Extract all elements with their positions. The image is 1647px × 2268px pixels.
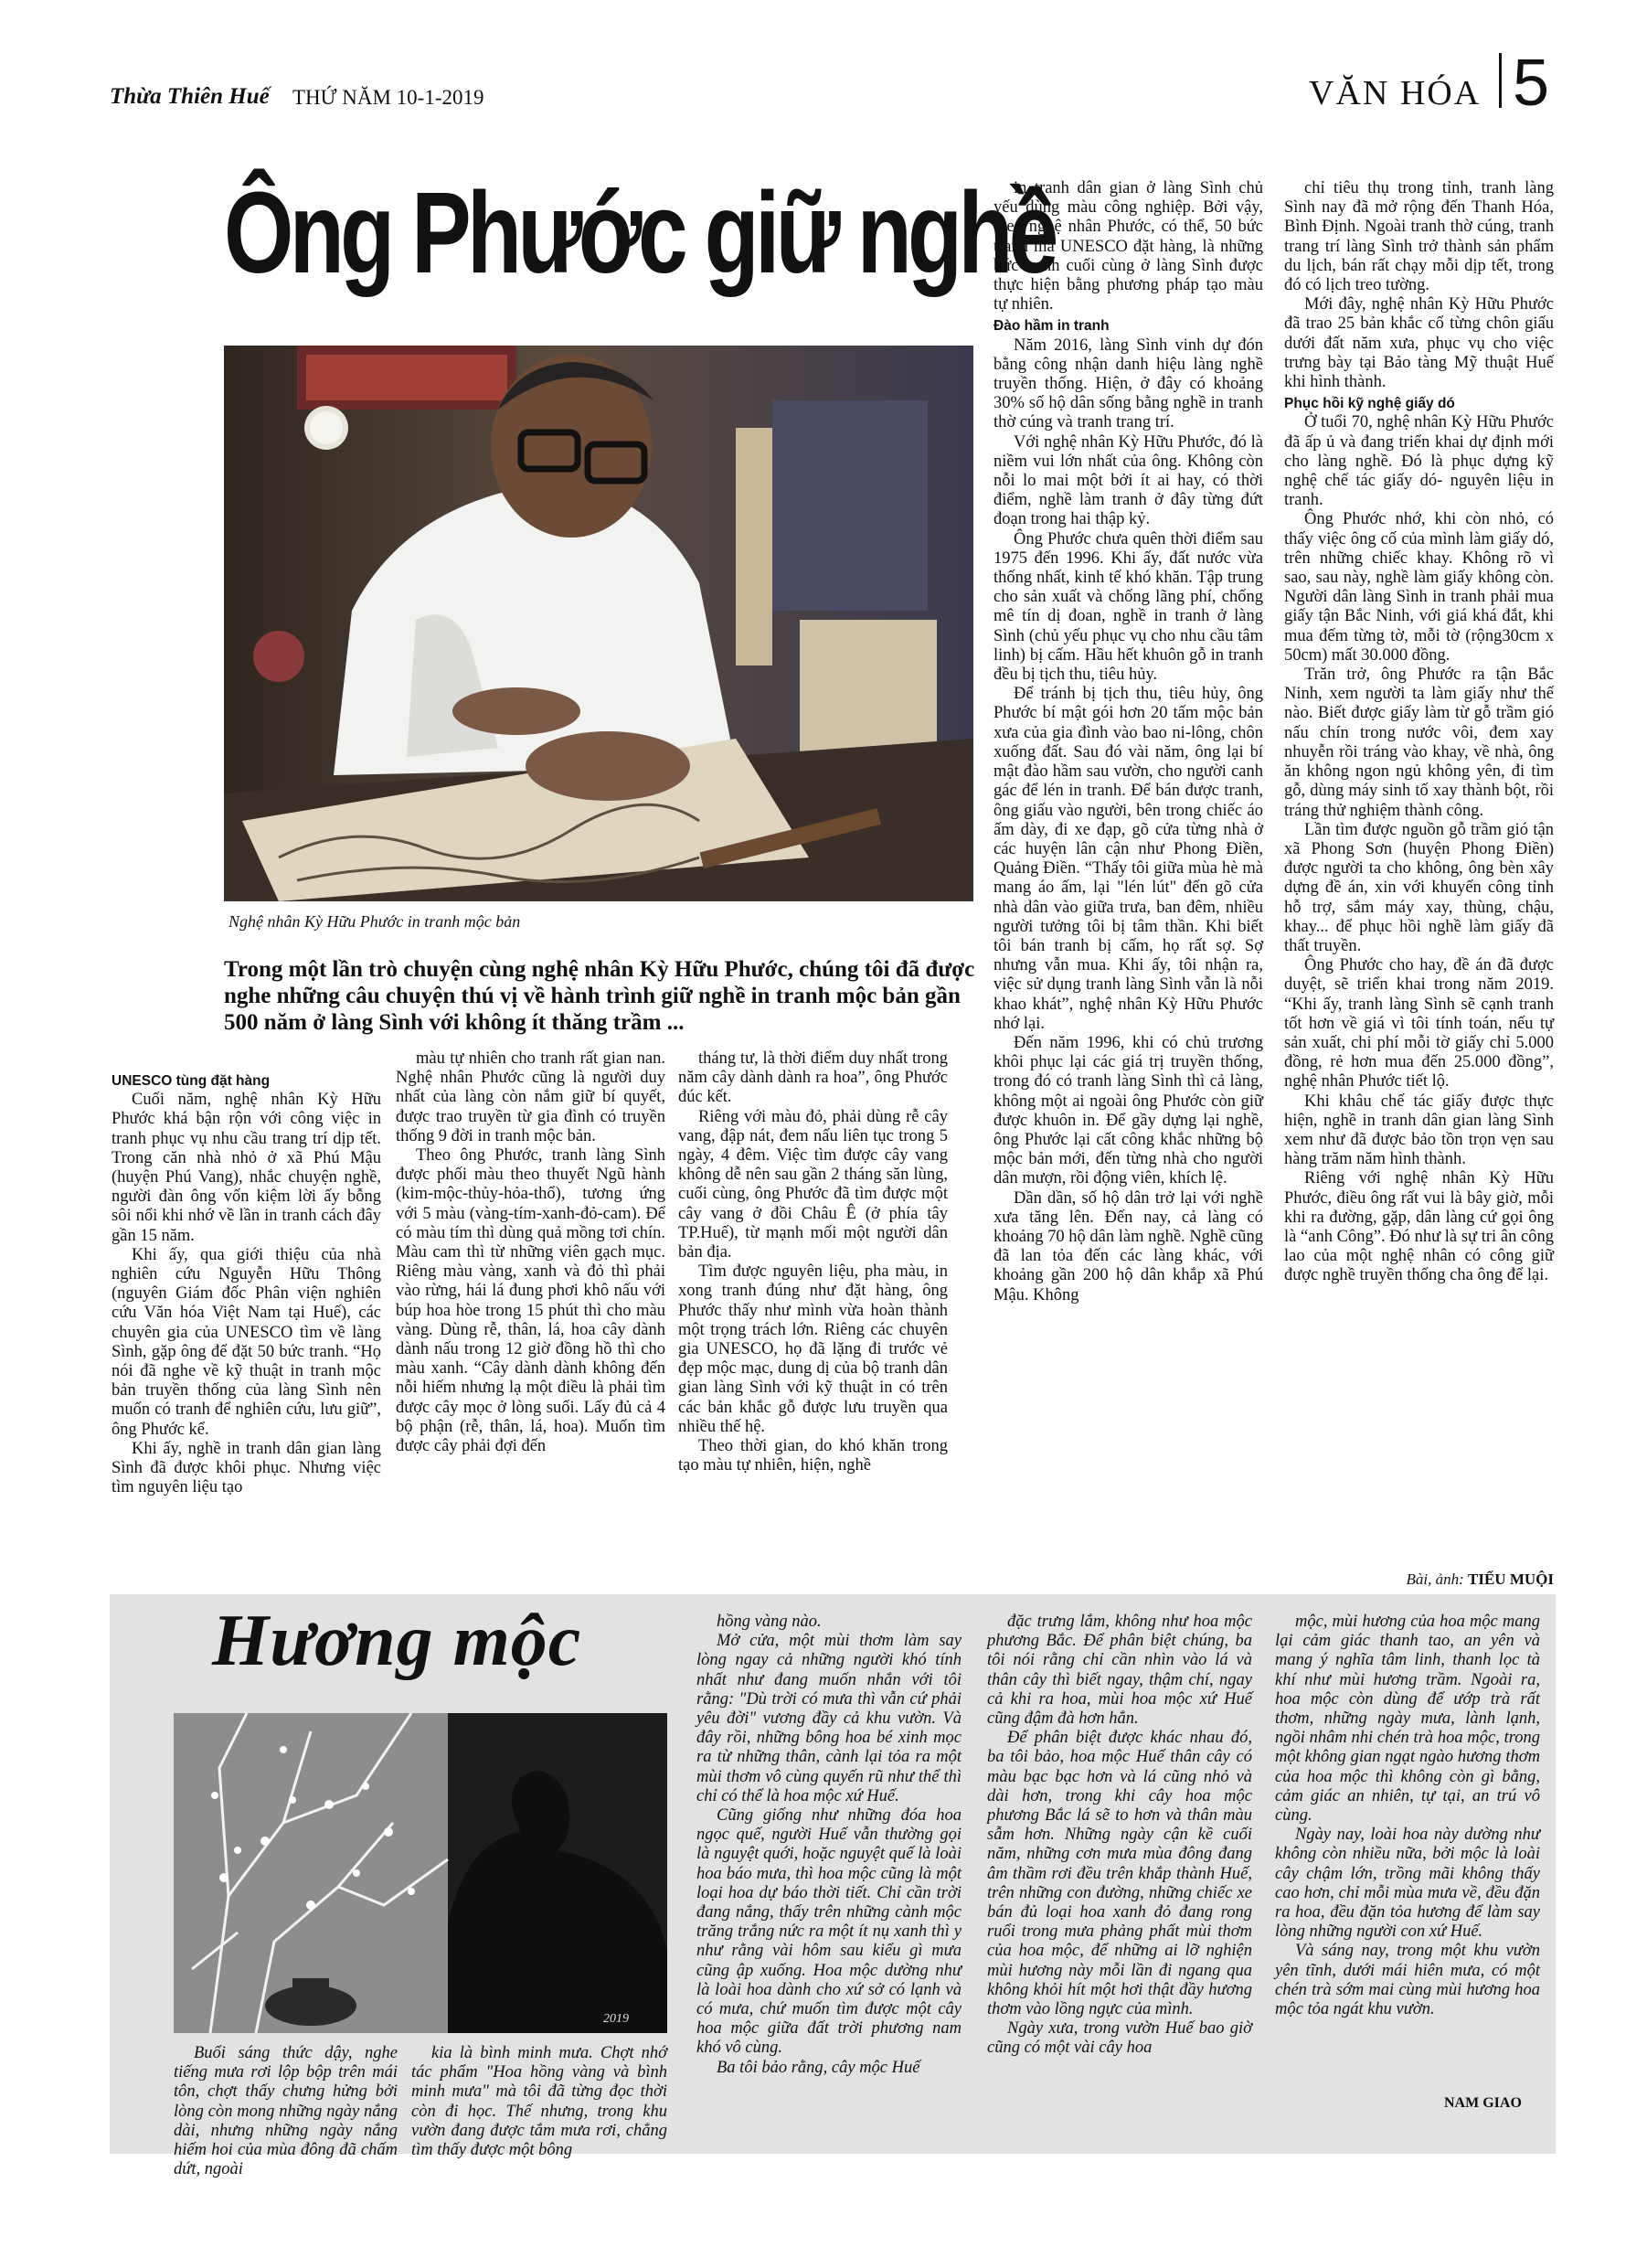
paragraph: Mở cửa, một mùi thơm làm say lòng ngay cả những người khó tính nhất như đang muốn nhắn với tôi rằng: "Dù trời có mưa thì vẫn cứ phải yêu đời" vương đầy cả khu vườn. Và đây rồi, những bông hoa bé xinh mọc ra từ những thân, cành lại tỏa ra một mùi thơm vô cùng quyến rũ như thể thì chỉ có thể là hoa mộc xứ Huế. (696, 1632, 962, 1805)
article2-column-3 (696, 1613, 962, 2078)
paragraph: Mới đây, nghệ nhân Kỳ Hữu Phước đã trao 25 bản khắc cổ từng chôn giấu dưới đất năm xưa, phục vụ cho việc trưng bày tại Bảo tàng Mỹ thuật Huế khi hình thành. (1284, 295, 1554, 392)
article1-headline: Ông Phước giữ nghề (224, 168, 1055, 297)
article1-column-4 (994, 179, 1263, 1305)
byline-author: TIỂU MUỘI (1468, 1571, 1554, 1588)
paragraph: đặc trưng lắm, không như hoa mộc phương Bắc. Để phân biệt chúng, ba tôi nói rằng chỉ cần nhìn vào lá và thân cây thì biết ngay, thậm chí, ngay cả khi ra hoa, mùi hoa mộc xứ Huế cũng đậm đà hơn hẳn. (987, 1613, 1252, 1729)
paragraph: Riêng với nghệ nhân Kỳ Hữu Phước, điều ông rất vui là bây giờ, mỗi khi ra đường, gặp, dân làng cứ gọi ông là “anh Công”. Đó như là sự tri ân công lao của một nghệ nhân có công giữ được nghề truyền thống cha ông để lại. (1284, 1169, 1554, 1285)
article1-column-2 (396, 1049, 665, 1456)
paragraph: Đến năm 1996, khi có chủ trương khôi phục lại các giá trị truyền thống, trong đó có tranh làng Sình thì cả làng, không một ai ngoài ông Phước còn giữ được khuôn in. Để gầy dựng lại nghề, ông Phước lại cất công khắc những bộ mộc bản mới, đến từng nhà cho người dân mượn, rồi động viên, khích lệ. (994, 1033, 1263, 1188)
paragraph: Năm 2016, làng Sình vinh dự đón bằng công nhận danh hiệu làng nghề truyền thống. Hiện, ở đây có khoảng 30% số hộ dân sống bằng nghề in tranh thờ cúng và tranh trang trí. (994, 335, 1263, 432)
article2-headline: Hương mộc (212, 1601, 582, 1681)
photo-signature: 2019 (603, 2012, 629, 2026)
paragraph: Ông Phước cho hay, đề án đã được duyệt, sẽ triển khai trong năm 2019. “Khi ấy, tranh làng Sình sẽ cạnh tranh tốt hơn về giá vì tôi tính toán, nếu tự sản xuất, chi phí mỗi tờ giấy chỉ 5.000 đồng, rẻ hơn mua đến 25.000 đồng”, nghệ nhân Phước tiết lộ. (1284, 956, 1554, 1091)
paragraph: Theo ông Phước, tranh làng Sình được phối màu theo thuyết Ngũ hành (kim-mộc-thủy-hỏa-thổ), tương ứng với 5 màu (vàng-tím-xanh-đỏ-cam). Để có màu tím thì dùng quả mồng tơi chín. Màu cam thì từ những viên gạch mục. Riêng màu vàng, xanh và đỏ thì phải vào rừng, hái lá đung phơi khô nấu với búp hoa hòe trong 15 phút thì cho màu vàng. Dùng rễ, thân, lá, hoa cây dành dành nấu trong 12 giờ đồng hồ thì cho màu xanh. “Cây dành dành không đến nỗi hiếm nhưng lạ một điều là phải tìm được cây mọc ở lòng suối. Lấy đủ cả 4 bộ phận (rễ, thân, lá, hoa). Muốn tìm được cây phải đợi đến (396, 1146, 665, 1456)
paragraph: Ngày xưa, trong vườn Huế bao giờ cũng có một vài cây hoa (987, 2019, 1252, 2058)
paragraph: tháng tư, là thời điểm duy nhất trong năm cây dành dành ra hoa”, ông Phước đúc kết. (678, 1049, 948, 1107)
article2-author: NAM GIAO (1444, 2095, 1522, 2111)
photo-caption: Nghệ nhân Kỳ Hữu Phước in tranh mộc bản (228, 912, 521, 931)
article1-column-5 (1284, 179, 1554, 1286)
section-name: VĂN HÓA (1309, 74, 1482, 112)
byline-prefix: Bài, ảnh: (1406, 1571, 1464, 1588)
paragraph: Khi ấy, nghề in tranh dân gian làng Sình đã được khôi phục. Nhưng việc tìm nguyên liệu tạo (112, 1439, 381, 1497)
header-divider (1499, 53, 1502, 108)
paragraph: Ngày nay, loài hoa này dường như không còn nhiều nữa, bởi mộc là loài cây chậm lớn, trồng mãi không thấy cao hơn, chỉ mỗi mùa mưa về, đều đặn ra hoa, đều đặn tỏa hương để làm say lòng những người con xứ Huế. (1275, 1826, 1540, 1942)
paragraph: in tranh dân gian ở làng Sình chủ yếu dùng màu công nghiệp. Bởi vậy, theo nghệ nhân Phước, có thể, 50 bức tranh mà UNESCO đặt hàng, là những bức tranh cuối cùng ở làng Sình được thực hiện bằng phương pháp tạo màu tự nhiên. (994, 179, 1263, 314)
article2-column-4 (987, 1613, 1252, 2059)
subheading: UNESCO tùng đặt hàng (112, 1073, 271, 1089)
article1-column-3 (678, 1049, 948, 1475)
newspaper-name: Thừa Thiên Huế (110, 84, 270, 109)
paragraph: Theo thời gian, do khó khăn trong tạo màu tự nhiên, hiện, nghề (678, 1437, 948, 1475)
paragraph: Cũng giống như những đóa hoa ngọc quế, người Huế vẫn thường gọi là nguyệt quới, hoặc nguyệt quế là loài hoa báo mưa, thì hoa mộc cũng là một loại hoa dự báo thời tiết. Chỉ cần trời đang nắng, thấy trên những cành mộc trăng trắng nức ra một ít nụ xanh thì y như rằng vài hôm sau kiểu gì mưa cũng ập xuống. Hoa mộc dường như là loài hoa dành cho xứ sở có lạnh và có mưa, chứ muốn tìm được một cây hoa mộc giữa đất trời phương nam khó vô cùng. (696, 1806, 962, 2058)
subheading: Phục hồi kỹ nghệ giấy dó (1284, 396, 1455, 412)
paragraph: Tìm được nguyên liệu, pha màu, in xong tranh đúng như đặt hàng, ông Phước thấy như mình vừa hoàn thành một trọng trách lớn. Riêng các chuyên gia UNESCO, họ đã lặng đi trước vẻ đẹp mộc mạc, dung dị của bộ tranh dân gian làng Sình với kỹ thuật in có trên các bản khắc gỗ được lưu truyền qua nhiều thế hệ. (678, 1262, 948, 1436)
paragraph: Riêng với màu đỏ, phải dùng rễ cây vang, đập nát, đem nấu liên tục trong 5 ngày, 4 đêm. Việc tìm được cây vang không dễ nên sau gần 2 tháng săn lùng, cuối cùng, ông Phước đã tìm được một cây vang ở đồi Châu Ê (ở phía tây TP.Huế), từ mạnh mối một người dân bản địa. (678, 1107, 948, 1262)
paragraph: Dần dần, số hộ dân trở lại với nghề xưa tăng lên. Đến nay, cả làng có khoảng 70 hộ dân làm nghề. Nghề cũng đã lan tỏa đến các làng khác, với khoảng gần 200 hộ dân khắp xã Phú Mậu. Không (994, 1188, 1263, 1304)
paragraph: Ông Phước chưa quên thời điểm sau 1975 đến 1996. Khi ấy, đất nước vừa thống nhất, kinh tế khó khăn. Tập trung cho sản xuất và chống lãng phí, chống mê tín dị đoan, nghề in tranh ở làng Sình (chủ yếu phục vụ cho nhu cầu tâm linh) bị cấm. Hầu hết khuôn gỗ in tranh đều bị tịch thu, tiêu hủy. (994, 529, 1263, 685)
paragraph: Lần tìm được nguồn gỗ trầm gió tận xã Phong Sơn (huyện Phong Điền) được người ta cho không, ông bèn xây dựng đề án, xin với khuyến công tỉnh hỗ trợ, sắm máy xay, thùng, chậu, khay... để phục hồi nghề làm giấy đã thất truyền. (1284, 820, 1554, 955)
paragraph: Ba tôi bảo rằng, cây mộc Huế (717, 2058, 920, 2077)
paragraph: Khi ấy, qua giới thiệu của nhà nghiên cứu Nguyễn Hữu Thông (nguyên Giám đốc Phân viện nghiên cứu Văn hóa Việt Nam tại Huế), các chuyên gia của UNESCO tìm về làng Sình, gặp ông để đặt 50 bức tranh. “Họ nói đã nghe về kỹ thuật in tranh mộc bản truyền thống của làng Sình nên muốn có tranh để nghiên cứu, lưu giữ”, ông Phước kể. (112, 1245, 381, 1439)
subheading: Đào hầm in tranh (994, 318, 1110, 335)
artisan-printing-photo (224, 346, 973, 901)
paragraph: Cuối năm, nghệ nhân Kỳ Hữu Phước khá bận rộn với công việc in tranh phục vụ nhu cầu trang trí dịp tết. Trong căn nhà nhỏ ở xã Phú Mậu (huyện Phú Vang), nhắc chuyện nghề, người đàn ông vốn kiệm lời ấy bỗng sôi nổi khi nhớ về lần in tranh cách đây gần 15 năm. (112, 1091, 381, 1245)
paragraph: Ở tuổi 70, nghệ nhân Kỳ Hữu Phước đã ấp ủ và đang triển khai dự định mới cho làng nghề. Đó là phục dựng kỹ nghệ chế tác giấy dó- nguyên liệu in tranh. (1284, 413, 1554, 510)
article1-lead: Trong một lần trò chuyện cùng nghệ nhân Kỳ Hữu Phước, chúng tôi đã được nghe những câu chuyện thú vị về hành trình giữ nghề in tranh mộc bản gần 500 năm ở làng Sình với không ít thăng trầm ... (224, 957, 975, 1035)
paragraph: Khi khâu chế tác giấy được thực hiện, nghề in tranh dân gian làng Sình xem như đã được bảo tồn trọn vẹn sau hàng trăm năm hình thành. (1284, 1091, 1554, 1169)
page-number: 5 (1513, 47, 1550, 120)
flower-branch-photo (174, 1713, 667, 2033)
article2-column-2 (411, 2044, 667, 2160)
paragraph: Buổi sáng thức dậy, nghe tiếng mưa rơi lộp bộp trên mái tôn, chợt thấy chưng hửng bởi lòng còn mong những ngày nắng dài, nhưng những ngày nắng hiếm hoi của mùa đông đã chấm dứt, ngoài (174, 2044, 398, 2179)
paragraph: Trăn trở, ông Phước ra tận Bắc Ninh, xem người ta làm giấy như thế nào. Biết được giấy làm từ gỗ trầm gió nấu chín trong nước vôi, đem xay nhuyễn rồi tráng vào khay, về nhà, ông ăn không ngon ngủ không yên, đi tìm gỗ, dùng máy sinh tố xay thành bột, rồi tráng thử nghiệm thành công. (1284, 665, 1554, 820)
paragraph: mộc, mùi hương của hoa mộc mang lại cảm giác thanh tao, an yên và mang ý nghĩa tâm linh, thanh lọc tà khí như mùi hương trầm. Ngoài ra, hoa mộc còn dùng để ướp trà rất thơm, những ngày mưa, lành lạnh, ngồi nhâm nhi chén trà hoa mộc, trong một không gian ngạt ngào hương thơm của hoa mộc thì không còn gì bằng, cảm giác an nhiên, tự tại, an trú vô cùng. (1275, 1613, 1540, 1826)
article1-column-1 (112, 1070, 381, 1497)
paragraph: Với nghệ nhân Kỳ Hữu Phước, đó là niềm vui lớn nhất của ông. Không còn nỗi lo mai một bởi ít ai hay, có thời điểm, nghề làm tranh ở đây từng đứt đoạn trong hai thập kỷ. (994, 432, 1263, 529)
paragraph: Và sáng nay, trong một khu vườn yên tĩnh, dưới mái hiên mưa, có một chén trà sớm mai cùng mùi hương hoa mộc tỏa ngát khu vườn. (1275, 1942, 1540, 2019)
issue-date: THỨ NĂM 10-1-2019 (292, 86, 484, 109)
paragraph: kia là bình minh mưa. Chợt nhớ tác phẩm "Hoa hồng vàng và bình minh mưa" mà tôi đã từng đọc thời còn đi học. Thế nhưng, trong khu vườn đang được tắm mưa rơi, chẳng tìm thấy được một bông (411, 2044, 667, 2160)
paragraph: chỉ tiêu thụ trong tỉnh, tranh làng Sình nay đã mở rộng đến Thanh Hóa, Bình Định. Ngoài tranh thờ cúng, tranh trang trí làng Sình trở thành sản phẩm du lịch, bán rất chạy mỗi dịp tết, trong đó có lịch treo tường. (1284, 179, 1554, 295)
paragraph: Để tránh bị tịch thu, tiêu hủy, ông Phước bí mật gói hơn 20 tấm mộc bản xưa của gia đình vào bao ni-lông, chôn xuống đất. Sau đó vài năm, ông lại bí mật đào hầm sau vườn, cho người canh gác để lén in tranh. Để bán được tranh, ông giấu vào người, bên trong chiếc áo ấm dày, đi xe đạp, gõ cửa từng nhà ở các huyện lân cận như Phong Điền, Quảng Điền. “Thấy tôi giữa mùa hè mà mang áo ấm, lại "lén lút" đến gõ cửa nhà dân vào giữa trưa, ban đêm, nhiều người tưởng tôi bị tâm thần. Khi biết tôi bán tranh bị cấm, họ rất sợ. Sợ nhưng vẫn mua. Khi ấy, tôi nhận ra, việc sử dụng tranh làng Sình vẫn là nỗi khao khát”, nghệ nhân Kỳ Hữu Phước nhớ lại. (994, 685, 1263, 1033)
article1-byline (1284, 1571, 1554, 1589)
article2-column-5 (1275, 1613, 1540, 2019)
article2-column-1 (174, 2044, 398, 2179)
paragraph: Để phân biệt được khác nhau đó, ba tôi bảo, hoa mộc Huế thân cây có màu bạc bạc hơn và lá cũng nhỏ và dài hơn, trong khi cây hoa mộc phương Bắc lá sẽ to hơn và thân màu sẫm hơn. Những ngày cận kề cuối năm, những cơn mưa mùa đông đang âm thầm rơi đều trên khắp thành Huế, trên những con đường, những chiếc xe bán đủ loại hoa xanh đỏ đang rong ruổi trong mưa phảng phất mùi thơm của hoa mộc, để những ai lỡ nghiện mùi hương này mỗi lần đi ngang qua không khỏi hít một hơi thật đầy hương thơm vào lồng ngực của mình. (987, 1729, 1252, 2019)
paragraph: Ông Phước nhớ, khi còn nhỏ, có thấy việc ông cố của mình làm giấy dó, trên những chiếc khay. Không rõ vì sao, sau này, nghề làm giấy không còn. Người dân làng Sình in tranh phải mua giấy tận Bắc Ninh, với giá khá đắt, khi mua đếm từng tờ, mỗi tờ (rộng30cm x 50cm) mất 30.000 đồng. (1284, 510, 1554, 665)
paragraph: màu tự nhiên cho tranh rất gian nan. Nghệ nhân Phước cũng là người duy nhất của làng còn nắm giữ bí quyết, được trao truyền từ gia đình có truyền thống 9 đời in tranh mộc bản. (396, 1049, 665, 1145)
paragraph: hồng vàng nào. (717, 1613, 822, 1631)
